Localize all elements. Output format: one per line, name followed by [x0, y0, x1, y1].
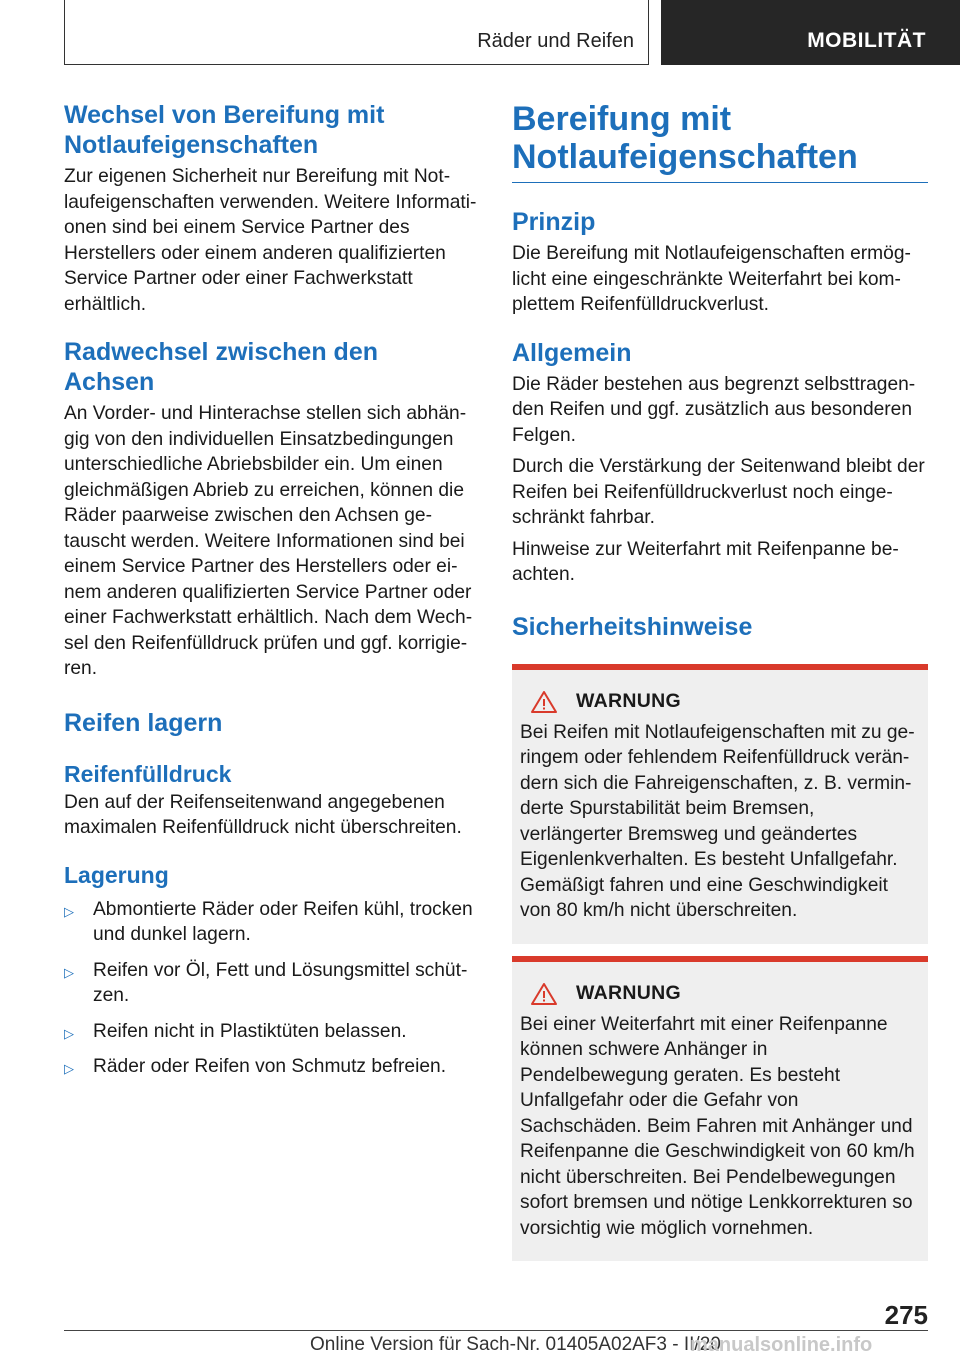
- heading-wechsel-bereifung: [64, 100, 478, 160]
- warning-box-2: [512, 956, 928, 1262]
- list-item: [64, 897, 478, 948]
- lagerung-list: [64, 897, 478, 1080]
- list-item-text: Räder oder Reifen von Schmutz befreien.: [93, 1056, 447, 1077]
- footer-text: Online Version für Sach-Nr. 01405A02AF3 - II/20: [310, 1334, 721, 1355]
- page-number: 275: [884, 1300, 928, 1330]
- warning-triangle-icon: [530, 982, 558, 1006]
- warning-triangle-icon: [530, 690, 558, 714]
- paragraph-prinzip: Die Bereifung mit Notlaufeigenschaften ermöglicht eine eingeschränkte Weiterfahrt bei komplettem Reifenfülldruckverlust.: [512, 243, 911, 315]
- header-section-title: Räder und Reifen: [477, 30, 634, 52]
- paragraph-allgemein-1: Die Räder bestehen aus begrenzt selbsttragenden Reifen und ggf. zusätzlich aus besonderen Felgen.: [512, 373, 916, 446]
- triangle-bullet-icon: ▷: [64, 1061, 74, 1076]
- warning-title: WARNUNG: [576, 690, 682, 712]
- triangle-bullet-icon: ▷: [64, 1025, 74, 1041]
- heading-reifen-lagern: Reifen lagern: [64, 708, 223, 737]
- header-chapter-box: [661, 0, 960, 65]
- heading-allgemein: Allgemein: [512, 338, 632, 367]
- paragraph-allgemein-2: Durch die Verstärkung der Seitenwand bleibt der Reifen bei Reifenfülldruckverlust noch eingeschränkt fahrbar.: [512, 456, 925, 528]
- heading-sicherheitshinweise: Sicherheitshinweise: [512, 612, 753, 641]
- warning-text: Bei einer Weiterfahrt mit einer Reifenpanne können schwere Anhänger in Pendelbewegung geraten. Es besteht Unfallgefahr oder die Gefahr von Sachschäden. Beim Fahren mit Anhänger und Reifenpanne die Geschwindigkeit von 60 km/h nicht überschreiten. Bei Pendelbewegungen sofort bremsen und nötige Lenkkorrekturen so vorsichtig wie möglich vornehmen.: [520, 1013, 915, 1239]
- watermark-text: manualsonline.info: [690, 1334, 873, 1356]
- heading-prinzip: Prinzip: [512, 208, 596, 236]
- heading-lagerung: Lagerung: [64, 861, 169, 888]
- paragraph-wechsel-bereifung: Zur eigenen Sicherheit nur Bereifung mit Notlaufeigenschaften verwenden. Weitere Informationen sind bei einem Service Partner des Herstellers oder einem anderen qualifizierten Service Partner oder einer Fachwerkstatt erhältlich.: [64, 166, 477, 315]
- triangle-bullet-icon: ▷: [64, 903, 74, 919]
- heading-line: Radwechsel zwischen den: [64, 338, 378, 366]
- heading-line: Notlaufeigenschaften: [512, 138, 858, 176]
- list-item-text: Reifen nicht in Plastiktüten belassen.: [93, 1020, 407, 1042]
- list-item-text: Abmontierte Räder oder Reifen kühl, trocken und dunkel lagern.: [93, 898, 473, 945]
- left-column: [64, 100, 478, 1090]
- right-column: [512, 100, 928, 1261]
- heading-reifenfuelldruck: Reifenfülldruck: [64, 760, 232, 787]
- list-item: [64, 958, 478, 1009]
- heading-line: Wechsel von Bereifung mit: [64, 101, 385, 129]
- page-header: [0, 0, 960, 66]
- paragraph-allgemein-3: Hinweise zur Weiterfahrt mit Reifenpanne beachten.: [512, 538, 899, 585]
- heading-radwechsel: [64, 337, 478, 397]
- list-item: [64, 1019, 478, 1045]
- paragraph-reifenfuelldruck: Den auf der Reifenseitenwand angegebenen maximalen Reifenfülldruck nicht überschreiten.: [64, 791, 462, 838]
- warning-title: WARNUNG: [576, 982, 682, 1004]
- header-section-box: [64, 0, 649, 65]
- warning-header: [520, 690, 920, 714]
- footer-divider: [64, 1330, 928, 1331]
- heading-line: Bereifung mit: [512, 100, 732, 138]
- warning-text: Bei Reifen mit Notlaufeigenschaften mit zu geringem oder fehlendem Reifenfülldruck verändern sich die Fahreigenschaften, z. B. verminderte Spurstabilität beim Bremsen, verlängerter Bremsweg und geändertes Eigenlenkverhalten. Es besteht Unfallgefahr. Gemäßigt fahren und eine Geschwindigkeit von 80 km/h nicht überschreiten.: [520, 721, 915, 921]
- list-item: [64, 1054, 478, 1080]
- triangle-bullet-icon: ▷: [64, 964, 74, 980]
- header-chapter-title: MOBILITÄT: [807, 29, 926, 52]
- warning-box-1: [512, 664, 928, 944]
- list-item-text: Reifen vor Öl, Fett und Lösungsmittel schützen.: [93, 959, 468, 1006]
- paragraph-radwechsel: An Vorder- und Hinterachse stellen sich abhängig von den individuellen Einsatzbedingungen unterschiedliche Abriebsbilder ein. Um einen gleichmäßigen Abrieb zu erreichen, können die Räder paarweise zwischen den Achsen getauscht werden. Weitere Informationen sind bei einem Service Partner des Herstellers oder einem anderen qualifizierten Service Partner oder einer Fachwerkstatt erhältlich. Nach dem Wechsel den Reifenfülldruck prüfen und ggf. korrigieren.: [64, 403, 473, 679]
- heading-bereifung-notlauf: [512, 100, 928, 183]
- heading-line: Achsen: [64, 368, 155, 396]
- heading-line: Notlaufeigenschaften: [64, 131, 319, 159]
- warning-header: [520, 982, 920, 1006]
